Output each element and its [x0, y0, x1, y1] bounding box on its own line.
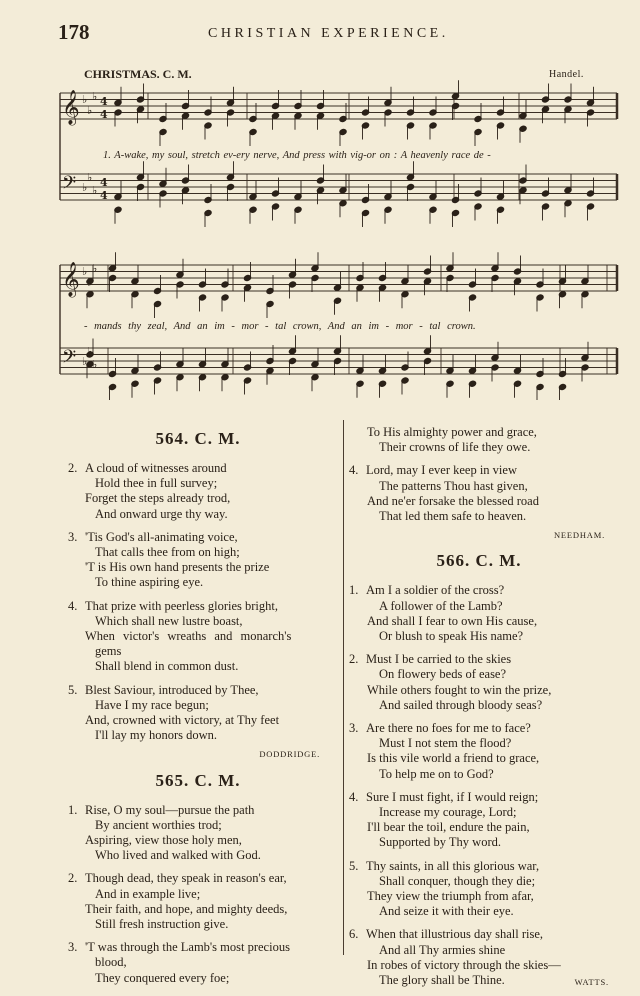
- verse-line: Lord, may I ever keep in view: [366, 463, 517, 478]
- stanza: [62, 461, 334, 522]
- verse-line: A cloud of witnesses around: [85, 461, 227, 475]
- verse-line: By ancient worthies trod;: [95, 817, 222, 832]
- verse-line: When victor's wreaths and monarch's: [85, 629, 292, 644]
- stanza: [349, 790, 609, 851]
- verse-line: 'T was through the Lamb's most precious: [85, 940, 290, 955]
- time-signature: 4: [100, 95, 108, 108]
- stanza: [62, 530, 334, 591]
- verse-line: And all Thy armies shine: [379, 942, 506, 957]
- hymn-number: 564.: [155, 429, 190, 448]
- verse-line: To help me on to God?: [379, 766, 494, 781]
- verse-line: Have I my race begun;: [95, 697, 209, 712]
- time-signature: 4: [100, 176, 108, 189]
- verse-line: I'll lay my honors down.: [95, 728, 218, 743]
- stanza-number: 2.: [68, 461, 78, 475]
- verse-line: While others fought to win the prize,: [367, 682, 552, 697]
- hymn-meter: C. M.: [475, 551, 522, 571]
- verse-line: Which shall new lustre boast,: [95, 613, 243, 628]
- verse-line: gems: [95, 644, 122, 659]
- flat-icon: ♭: [87, 104, 93, 117]
- flat-icon: ♭: [87, 171, 93, 184]
- stanza-number: 2.: [68, 871, 78, 886]
- stanza: [349, 927, 609, 988]
- stanza: [62, 871, 334, 932]
- treble-clef-icon: 𝄞: [62, 90, 80, 125]
- verse-line: To thine aspiring eye.: [95, 575, 204, 590]
- verse-line: Shall blend in common dust.: [95, 659, 239, 674]
- music-score: [0, 80, 640, 400]
- stanza-number: 3.: [68, 940, 78, 955]
- stanza-number: 5.: [68, 682, 78, 697]
- stanza: [62, 803, 334, 864]
- verse-line: And ne'er forsake the blessed road: [367, 493, 539, 508]
- verse-line: Their faith, and hope, and mighty deeds,: [85, 901, 288, 916]
- stanza-number: 1.: [68, 802, 78, 817]
- stanza-number: 4.: [349, 463, 359, 478]
- flat-icon: ♭: [92, 358, 98, 371]
- hymn-number: 565.: [155, 770, 190, 790]
- column-divider: [343, 420, 344, 955]
- flat-icon: ♭: [87, 345, 93, 358]
- right-column: [349, 425, 609, 996]
- hymn-heading-564: [62, 431, 334, 451]
- verse-line: They view the triumph from afar,: [367, 889, 534, 904]
- flat-icon: ♭: [92, 184, 98, 197]
- verse-line: And in example live;: [95, 886, 201, 901]
- bass-clef-icon: 𝄢: [62, 347, 77, 372]
- hymn-heading-565: [62, 770, 334, 793]
- flat-icon: ♭: [82, 93, 88, 106]
- tune-composer: Handel.: [549, 69, 584, 80]
- verse-line: That calls thee from on high;: [95, 545, 240, 560]
- lyric-line-2: - mands thy zeal, And an im - mor - tal crown, And an im - mor - tal crown.: [84, 321, 476, 332]
- verse-line: Supported by Thy word.: [379, 835, 501, 850]
- verse-line: Forget the steps already trod,: [85, 491, 231, 506]
- flat-icon: ♭: [82, 355, 88, 368]
- verse-line: And seize it with their eye.: [379, 904, 514, 919]
- verse-line: Shall conquer, though they die;: [379, 873, 536, 888]
- stanza-number: 1.: [349, 583, 359, 598]
- verse-line: The glory shall be Thine.: [379, 973, 505, 988]
- hymn-meter: C. M.: [194, 429, 241, 448]
- verse-line: I'll bear the toil, endure the pain,: [367, 820, 530, 835]
- left-column: [62, 425, 334, 994]
- verse-line: When that illustrious day shall rise,: [366, 927, 544, 942]
- page-number: 178: [58, 20, 90, 44]
- time-signature: 4: [100, 189, 108, 202]
- stanza-number: 4.: [349, 789, 359, 804]
- stanza-number: 3.: [349, 721, 359, 736]
- verse-line: A follower of the Lamb?: [379, 598, 503, 613]
- verse-line: Must I be carried to the skies: [366, 652, 512, 667]
- author-attribution: DODDRIDGE.: [259, 749, 320, 760]
- stanza: [349, 463, 609, 524]
- verse-line: Who lived and walked with God.: [95, 848, 261, 863]
- verse-line: And, crowned with victory, at Thy feet: [85, 713, 280, 728]
- author-attribution: WATTS.: [574, 977, 609, 988]
- stanza: [62, 683, 334, 744]
- stanza-number: 6.: [349, 927, 359, 942]
- verse-line: Though dead, they speak in reason's ear,: [85, 871, 287, 886]
- lyric-line-1: 1. A-wake, my soul, stretch ev-ery nerve, And press with vig-or on : A heavenly race de -: [103, 150, 491, 161]
- verse-line: To His almighty power and grace,: [367, 425, 537, 439]
- verse-line: 'Tis God's all-animating voice,: [85, 529, 238, 544]
- flat-icon: ♭: [92, 90, 98, 103]
- verse-line: And onward urge thy way.: [95, 506, 228, 521]
- author-attribution: NEEDHAM.: [553, 530, 605, 541]
- flat-icon: ♭: [82, 265, 88, 278]
- verse-line: Sure I must fight, if I would reign;: [366, 789, 539, 804]
- hymn-meter: C. M.: [194, 770, 241, 790]
- verse-line: That led them safe to heaven.: [379, 509, 527, 524]
- treble-clef-icon: 𝄞: [62, 262, 80, 297]
- verse-line: blood,: [95, 955, 127, 970]
- verse-line: Their crowns of life they owe.: [379, 440, 531, 455]
- flat-icon: ♭: [82, 181, 88, 194]
- stanza: [349, 652, 609, 713]
- verse-line: Is this vile world a friend to grace,: [367, 751, 540, 766]
- verse-line: Hold thee in full survey;: [95, 476, 218, 491]
- stanza-number: 4.: [68, 598, 78, 613]
- hymn-number: 566.: [436, 551, 471, 571]
- verse-line: On flowery beds of ease?: [379, 667, 507, 682]
- verse-line: Or blush to speak His name?: [379, 629, 524, 644]
- verse-line: And sailed through bloody seas?: [379, 697, 543, 712]
- verse-line: Rise, O my soul—pursue the path: [85, 802, 255, 817]
- time-signature: 4: [100, 108, 108, 121]
- stanza-number: 3.: [68, 529, 78, 544]
- verse-line: Thy saints, in all this glorious war,: [366, 858, 540, 873]
- verse-line: Am I a soldier of the cross?: [366, 583, 505, 598]
- verse-line: The patterns Thou hast given,: [379, 478, 528, 493]
- verse-line: Are there no foes for me to face?: [366, 721, 531, 736]
- stanza: [62, 940, 334, 986]
- stanza-continuation: [349, 425, 609, 455]
- stanza: [62, 599, 334, 675]
- stanza: [349, 583, 609, 644]
- verse-line: Blest Saviour, introduced by Thee,: [85, 682, 259, 697]
- verse-line: In robes of victory through the skies—: [367, 957, 561, 972]
- verse-line: That prize with peerless glories bright,: [85, 598, 278, 613]
- tune-name: CHRISTMAS. C. M.: [84, 67, 192, 81]
- bass-clef-icon: 𝄢: [62, 173, 77, 198]
- hymn-heading-566: [349, 553, 609, 573]
- stanza: [349, 721, 609, 782]
- stanza: [349, 859, 609, 920]
- verse-line: Must I not stem the flood?: [379, 736, 512, 751]
- stanza-number: 2.: [349, 652, 359, 667]
- verse-line: 'T is His own hand presents the prize: [85, 560, 270, 575]
- flat-icon: ♭: [87, 276, 93, 289]
- verse-line: They conquered every foe;: [95, 970, 230, 985]
- verse-line: Aspiring, view those holy men,: [85, 833, 242, 848]
- verse-line: Still fresh instruction give.: [95, 917, 229, 932]
- flat-icon: ♭: [92, 262, 98, 275]
- verse-line: Increase my courage, Lord;: [379, 805, 517, 820]
- verse-line: And shall I fear to own His cause,: [367, 613, 538, 628]
- section-title: CHRISTIAN EXPERIENCE.: [208, 26, 449, 41]
- stanza-number: 5.: [349, 858, 359, 873]
